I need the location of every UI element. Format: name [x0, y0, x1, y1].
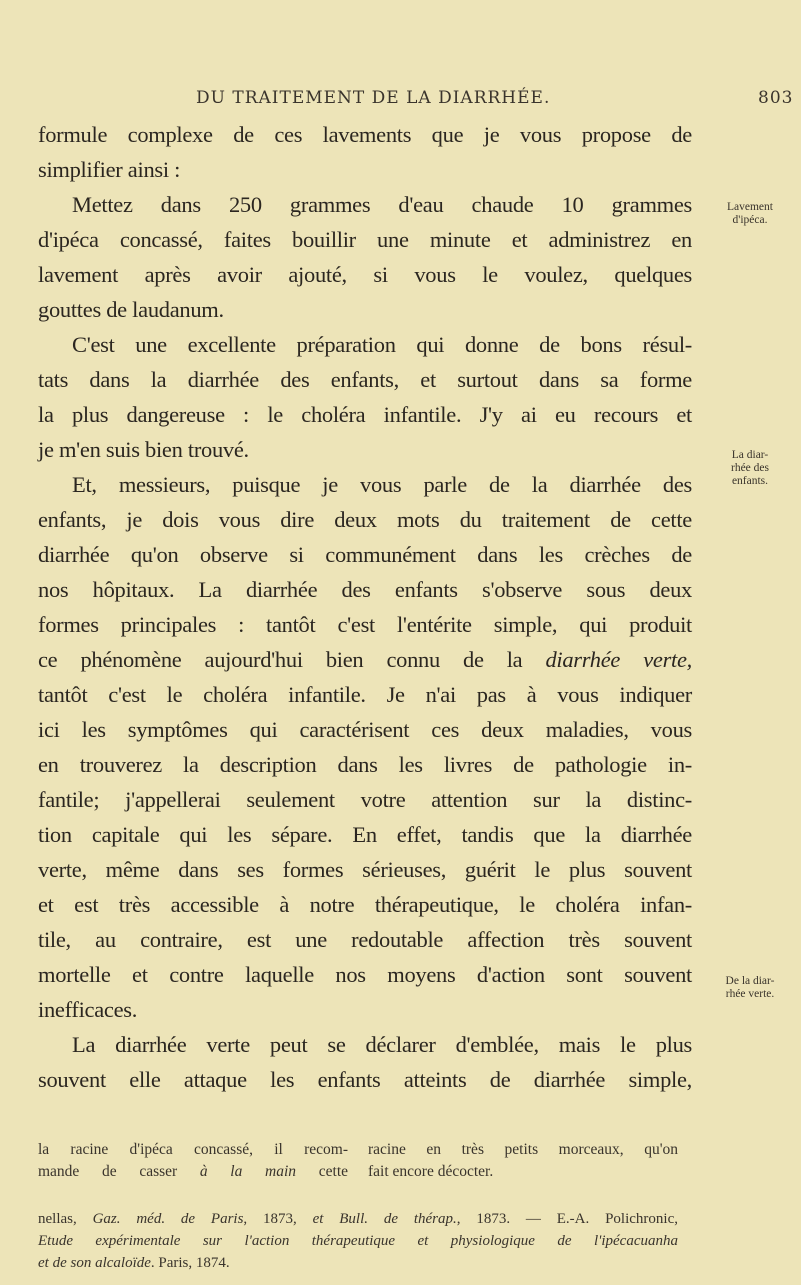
footnote-text: mande de casser — [38, 1163, 200, 1180]
body-line — [38, 467, 692, 502]
body-line — [38, 117, 692, 152]
ref-text: , 1873, — [243, 1211, 313, 1227]
footnote-line: la racine d'ipéca concassé, il recom- — [38, 1141, 348, 1158]
body-line — [38, 1062, 692, 1097]
body-line — [38, 817, 692, 852]
ref-text: nellas, — [38, 1211, 93, 1227]
body-line — [38, 992, 692, 1027]
body-line — [38, 607, 692, 642]
body-line — [38, 782, 692, 817]
italic-term: diarrhée verte, — [545, 647, 692, 672]
margin-note-line: d'ipéca. — [732, 214, 768, 226]
footnote-reference — [38, 1208, 678, 1274]
footnote-line: racine en très petits morceaux, qu'on — [368, 1141, 678, 1158]
footnote-line: fait encore décocter. — [368, 1163, 494, 1180]
body-line — [38, 222, 692, 257]
body-line-text: et est très accessible à notre thérapeutique, le choléra infan- — [38, 892, 692, 917]
footnote-col-1 — [38, 1139, 348, 1183]
body-line — [38, 1027, 692, 1062]
body-line — [38, 432, 692, 467]
body-line — [38, 292, 692, 327]
body-line — [38, 957, 692, 992]
body-line-text: tats dans la diarrhée des enfants, et surtout dans sa forme — [38, 367, 692, 392]
body-line-text: fantile; j'appellerai seulement votre attention sur la distinc- — [38, 787, 692, 812]
body-line-text: diarrhée qu'on observe si communément dans les crèches de — [38, 542, 692, 567]
margin-note-diarrhee-verte — [700, 975, 800, 1001]
body-line — [38, 747, 692, 782]
ref-italic: Etude expérimentale sur l'action thérapeutique et physiologique de l'ipécacuanha — [38, 1233, 678, 1249]
body-line-text: gouttes de laudanum. — [38, 297, 224, 322]
margin-note-line: enfants. — [731, 475, 769, 487]
footnote-columns — [38, 1139, 678, 1183]
ref-italic: et Bull. de thérap. — [312, 1211, 457, 1227]
body-line — [38, 712, 692, 747]
body-line-text: d'ipéca concassé, faites bouillir une minute et administrez en — [38, 227, 692, 252]
body-line-text: souvent elle attaque les enfants atteints de diarrhée simple, — [38, 1067, 692, 1092]
body-line — [38, 397, 692, 432]
body-line-text: Et, messieurs, puisque je vous parle de la diarrhée des — [72, 472, 692, 497]
footnote-line — [38, 1161, 348, 1183]
body-text — [38, 117, 692, 1097]
margin-note-line: La diar- — [731, 449, 769, 461]
margin-note-line: De la diar- — [725, 975, 775, 987]
footnote-line — [38, 1208, 678, 1230]
page-number: 803 — [758, 88, 794, 108]
body-line-text: tantôt c'est le choléra infantile. Je n'ai pas à vous indiquer — [38, 682, 692, 707]
page-content — [38, 117, 692, 1274]
body-line — [38, 327, 692, 362]
body-line-text: enfants, je dois vous dire deux mots du traitement de cette — [38, 507, 692, 532]
footnote-text: cette — [296, 1163, 348, 1180]
body-line-text: tion capitale qui les sépare. En effet, tandis que la diarrhée — [38, 822, 692, 847]
body-line-text: je m'en suis bien trouvé. — [38, 437, 249, 462]
body-line-text: verte, même dans ses formes sérieuses, guérit le plus souvent — [38, 857, 692, 882]
body-line-text: en trouverez la description dans les livres de pathologie in- — [38, 752, 692, 777]
body-line-text: C'est une excellente préparation qui donne de bons résul- — [72, 332, 692, 357]
body-line — [38, 362, 692, 397]
ref-text: . Paris, 1874. — [150, 1255, 230, 1271]
body-line-text: ici les symptômes qui caractérisent ces deux maladies, vous — [38, 717, 692, 742]
margin-note-diarrhee-enfants — [700, 449, 800, 488]
body-line-text: La diarrhée verte peut se déclarer d'emblée, mais le plus — [72, 1032, 692, 1057]
margin-note-lavement — [700, 201, 800, 227]
body-line — [38, 922, 692, 957]
body-line — [38, 152, 692, 187]
body-line — [38, 677, 692, 712]
body-line — [38, 502, 692, 537]
body-line-text: formes principales : tantôt c'est l'entérite simple, qui produit — [38, 612, 692, 637]
footnote-col-2 — [368, 1139, 678, 1183]
body-line — [38, 572, 692, 607]
body-line-text: simplifier ainsi : — [38, 157, 181, 182]
body-line-text: nos hôpitaux. La diarrhée des enfants s'observe sous deux — [38, 577, 692, 602]
body-line-text: ce phénomène aujourd'hui bien connu de la — [38, 647, 546, 672]
footnote-line — [38, 1230, 678, 1252]
body-line — [38, 642, 692, 677]
margin-note-line: rhée des — [731, 462, 769, 474]
body-line — [38, 537, 692, 572]
body-line — [38, 257, 692, 292]
footnote-line — [38, 1252, 678, 1274]
ref-text: , 1873. — E.-A. Polichronic, — [456, 1211, 678, 1227]
ref-italic: et de son alcaloïde — [38, 1255, 151, 1271]
margin-note-line: Lavement — [727, 201, 773, 213]
margin-note-line: rhée verte. — [725, 988, 775, 1000]
body-line — [38, 187, 692, 222]
body-line — [38, 887, 692, 922]
running-title: DU TRAITEMENT DE LA DIARRHÉE. — [196, 88, 551, 108]
body-line-text: inefficaces. — [38, 997, 138, 1022]
footnote-italic: à la main — [199, 1163, 297, 1180]
body-line — [38, 852, 692, 887]
body-line-text: tile, au contraire, est une redoutable affection très souvent — [38, 927, 692, 952]
body-line-text: la plus dangereuse : le choléra infantile. J'y ai eu recours et — [38, 402, 692, 427]
body-line-text: mortelle et contre laquelle nos moyens d'action sont souvent — [38, 962, 692, 987]
body-line-text: Mettez dans 250 grammes d'eau chaude 10 grammes — [72, 192, 692, 217]
ref-italic: Gaz. méd. de Paris — [92, 1211, 244, 1227]
body-line-text: formule complexe de ces lavements que je vous propose de — [38, 122, 692, 147]
body-line-text: lavement après avoir ajouté, si vous le voulez, quelques — [38, 262, 692, 287]
